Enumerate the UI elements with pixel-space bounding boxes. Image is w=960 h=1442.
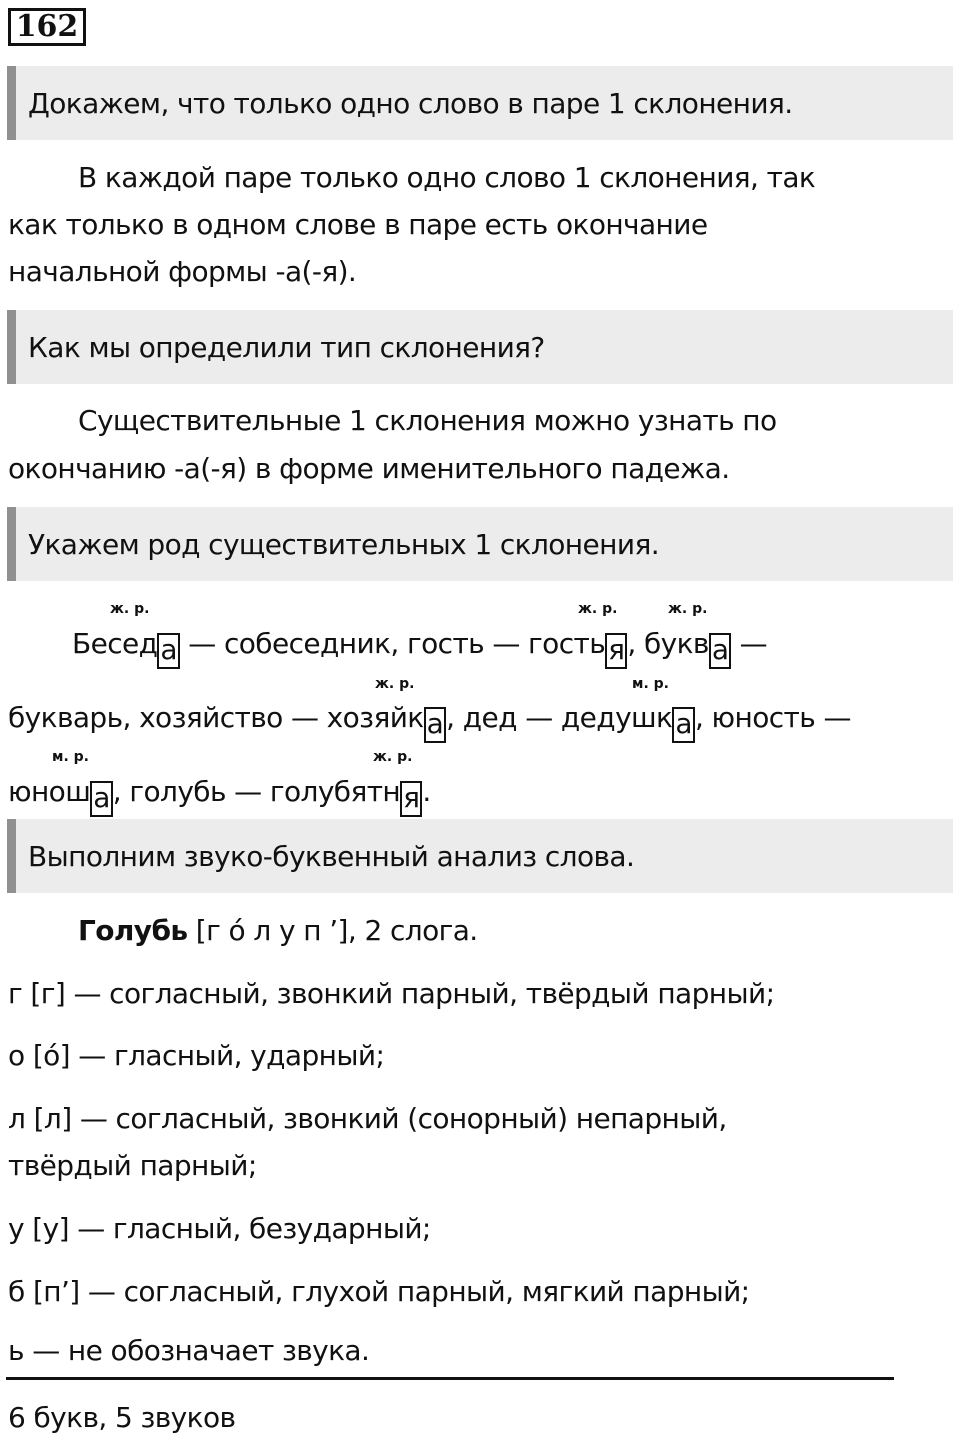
ending-box: а <box>424 707 447 743</box>
ending-box: я <box>605 633 627 669</box>
word-text: , букв <box>627 627 709 660</box>
question-2-text: Как мы определили тип склонения? <box>28 330 545 364</box>
gender-label-bukva: ж. р. <box>668 601 708 617</box>
words-line-3 <box>8 775 431 817</box>
question-1 <box>7 66 953 140</box>
answer-1-line-2: как только в одном слове в паре есть окончание <box>8 208 708 241</box>
answer-1-line-3: начальной формы -а(-я). <box>8 255 357 288</box>
question-1-text: Докажем, что только одно слово в паре 1 склонения. <box>28 86 793 120</box>
words-line-1 <box>72 627 768 669</box>
analysis-line-2: о [о́] — гласный, ударный; <box>8 1039 385 1072</box>
words-line-2 <box>8 701 851 743</box>
ending-box: а <box>672 707 695 743</box>
gender-label-gostya: ж. р. <box>578 601 618 617</box>
analysis-word: Голубь <box>78 914 188 947</box>
word-text: букварь, хозяйство — хозяйк <box>8 701 424 734</box>
analysis-summary: 6 букв, 5 звуков <box>8 1401 236 1434</box>
word-stem: юнош <box>8 775 91 808</box>
analysis-line-7: ь — не обозначает звука. <box>8 1334 370 1367</box>
analysis-line-5: у [у] — гласный, безударный; <box>8 1212 431 1245</box>
gender-label-hozyayka: ж. р. <box>375 676 415 692</box>
word-text: , голубь — голубятн <box>112 775 401 808</box>
ending-box: я <box>400 781 422 817</box>
question-3-text: Укажем род существительных 1 склонения. <box>28 527 659 561</box>
analysis-transcription: [г о́ л у п ’], 2 слога. <box>187 914 478 947</box>
ending-box: а <box>157 633 180 669</box>
gender-label-yunosha: м. р. <box>52 749 89 765</box>
analysis-line-4: твёрдый парный; <box>8 1149 257 1182</box>
answer-2-line-2: окончанию -а(-я) в форме именительного падежа. <box>8 452 730 485</box>
gender-label-dedushka: м. р. <box>632 676 669 692</box>
question-3 <box>7 507 953 581</box>
answer-1-line-1: В каждой паре только одно слово 1 склонения, так <box>78 161 816 194</box>
answer-2-line-1: Существительные 1 склонения можно узнать по <box>78 404 777 437</box>
word-text: . <box>422 775 431 808</box>
question-4-text: Выполним звуко-буквенный анализ слова. <box>28 839 635 873</box>
word-text: , дед — дедушк <box>446 701 673 734</box>
question-2 <box>7 310 953 384</box>
word-text: — <box>731 627 768 660</box>
gender-label-golubyatnya: ж. р. <box>373 749 413 765</box>
word-text: , юность — <box>694 701 851 734</box>
question-4 <box>7 819 953 893</box>
analysis-heading <box>78 914 478 947</box>
word-stem: Бесед <box>72 627 158 660</box>
ending-box: а <box>90 781 113 817</box>
word-text: — собеседник, гость — гость <box>179 627 606 660</box>
analysis-line-3: л [л] — согласный, звонкий (сонорный) непарный, <box>8 1102 727 1135</box>
ending-box: а <box>709 633 732 669</box>
analysis-line-1: г [г] — согласный, звонкий парный, твёрдый парный; <box>8 977 775 1010</box>
analysis-line-6: б [п’] — согласный, глухой парный, мягкий парный; <box>8 1275 750 1308</box>
gender-label-beseda: ж. р. <box>110 601 150 617</box>
task-number: 162 <box>8 8 86 46</box>
summary-divider <box>6 1377 894 1380</box>
